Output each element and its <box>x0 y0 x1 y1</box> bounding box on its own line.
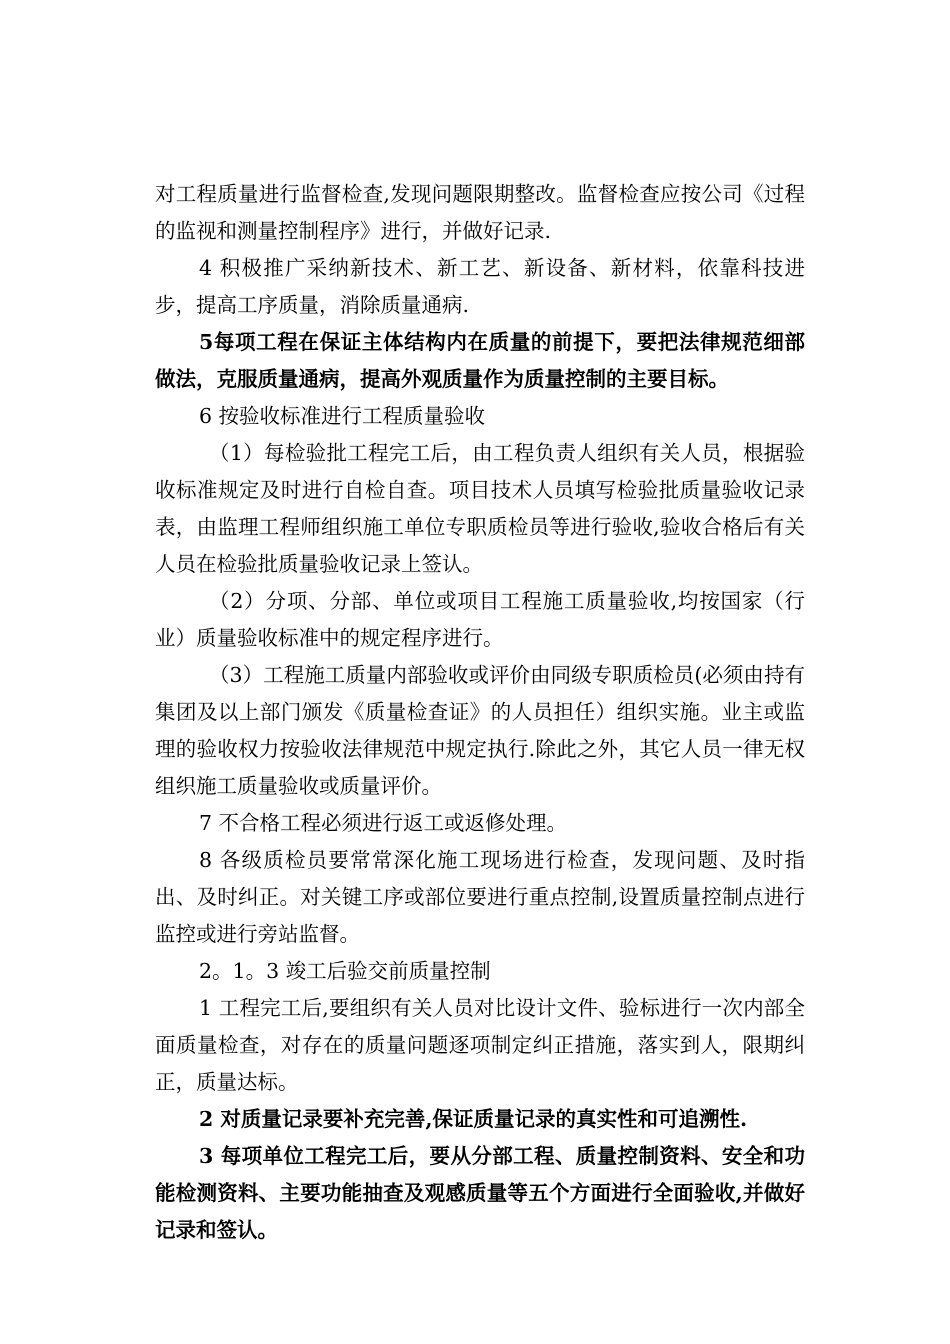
document-body <box>155 176 805 1249</box>
paragraph-item-4-new-technology: 4 积极推广采纳新技术、新工艺、新设备、新材料，依靠科技进步，提高工序质量，消除质量通病. <box>155 256 805 317</box>
paragraph-final-item-1: 1 工程完工后,要组织有关人员对比设计文件、验标进行一次内部全面质量检查，对存在的质量问题逐项制定纠正措施，落实到人，限期纠正，质量达标。 <box>155 996 805 1094</box>
paragraph-item-7-nonconforming: 7 不合格工程必须进行返工或返修处理。 <box>199 811 568 835</box>
paragraph-supervision-inspection: 对工程质量进行监督检查,发现问题限期整改。监督检查应按公司《过程的监视和测量控制程序》进行，并做好记录. <box>155 182 805 243</box>
section-heading-2-1-3: 2。1。3 竣工后验交前质量控制 <box>199 959 491 983</box>
paragraph-sub-2-subitem-acceptance: （2）分项、分部、单位或项目工程施工质量验收,均按国家（行业）质量验收标准中的规定程序进行。 <box>155 589 805 650</box>
paragraph-item-6-acceptance: 6 按验收标准进行工程质量验收 <box>199 404 486 428</box>
paragraph-item-8-site-inspection: 8 各级质检员要常常深化施工现场进行检查，发现问题、及时指出、及时纠正。对关键工序或部位要进行重点控制,设置质量控制点进行监控或进行旁站监督。 <box>155 848 805 946</box>
paragraph-final-item-2: 2 对质量记录要补充完善,保证质量记录的真实性和可追溯性. <box>199 1107 748 1131</box>
paragraph-item-5-quality-target: 5每项工程在保证主体结构内在质量的前提下，要把法律规范细部做法，克服质量通病，提高外观质量作为质量控制的主要目标。 <box>155 330 805 391</box>
paragraph-sub-3-internal-acceptance: （3）工程施工质量内部验收或评价由同级专职质检员(必须由持有集团及以上部门颁发《质量检查证》的人员担任）组织实施。业主或监理的验收权力按验收法律规范中规定执行.除此之外，其它人员一律无权组织施工质量验收或质量评价。 <box>155 663 805 798</box>
paragraph-sub-1-inspection-batch: （1）每检验批工程完工后，由工程负责人组织有关人员，根据验收标准规定及时进行自检自查。项目技术人员填写检验批质量验收记录表，由监理工程师组织施工单位专职质检员等进行验收,验收合格后有关人员在检验批质量验收记录上签认。 <box>155 441 805 576</box>
paragraph-final-item-3: 3 每项单位工程完工后，要从分部工程、质量控制资料、安全和功能检测资料、主要功能抽查及观感质量等五个方面进行全面验收,并做好记录和签认。 <box>155 1144 805 1242</box>
